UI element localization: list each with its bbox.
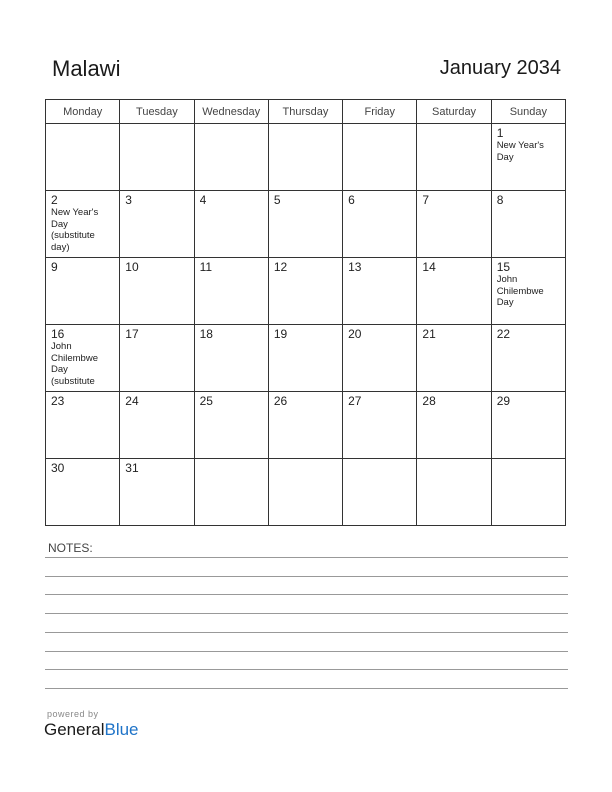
day-number: 29 xyxy=(496,394,511,408)
note-line xyxy=(45,669,568,670)
day-cell[interactable] xyxy=(268,392,342,459)
day-number: 19 xyxy=(273,327,288,341)
day-cell[interactable] xyxy=(491,459,565,526)
day-cell[interactable] xyxy=(194,459,268,526)
holiday-label: John Chilembwe Day (substitute xyxy=(51,341,98,387)
day-cell[interactable] xyxy=(46,459,120,526)
powered-by-text: powered by xyxy=(47,709,99,719)
day-cell[interactable] xyxy=(417,258,491,325)
note-line xyxy=(45,613,568,614)
day-number: 30 xyxy=(51,461,65,475)
day-cell[interactable] xyxy=(46,124,120,191)
note-line xyxy=(45,688,568,689)
day-number: 20 xyxy=(348,327,362,341)
holiday-label: John Chilembwe Day xyxy=(496,274,544,308)
day-number: 28 xyxy=(422,394,436,408)
weekday-sunday: Sunday xyxy=(491,100,565,124)
day-number: 13 xyxy=(348,260,362,274)
day-number: 23 xyxy=(51,394,65,408)
day-cell[interactable] xyxy=(417,392,491,459)
day-cell[interactable] xyxy=(120,191,194,258)
country-title: Malawi xyxy=(52,56,121,81)
day-cell[interactable] xyxy=(120,124,194,191)
day-number: 14 xyxy=(422,260,436,274)
calendar-body xyxy=(46,124,566,526)
day-number: 4 xyxy=(199,193,207,207)
day-cell[interactable] xyxy=(120,258,194,325)
week-row xyxy=(46,325,566,392)
holiday-label: New Year's Day xyxy=(496,140,544,163)
day-number: 27 xyxy=(348,394,362,408)
day-cell[interactable] xyxy=(417,459,491,526)
day-cell[interactable] xyxy=(491,258,565,325)
day-cell[interactable] xyxy=(194,124,268,191)
weekday-friday: Friday xyxy=(343,100,417,124)
weekday-wednesday: Wednesday xyxy=(194,100,268,124)
day-cell[interactable] xyxy=(268,258,342,325)
month-year-title: January 2034 xyxy=(439,57,561,79)
day-number: 18 xyxy=(199,327,213,341)
day-cell[interactable] xyxy=(120,392,194,459)
week-row xyxy=(46,124,566,191)
day-cell[interactable] xyxy=(343,459,417,526)
day-cell[interactable] xyxy=(417,325,491,392)
day-cell[interactable] xyxy=(194,258,268,325)
note-line xyxy=(45,632,568,633)
day-cell[interactable] xyxy=(268,124,342,191)
day-cell[interactable] xyxy=(343,392,417,459)
day-number: 5 xyxy=(273,193,281,207)
day-number: 26 xyxy=(273,394,288,408)
day-cell[interactable] xyxy=(268,459,342,526)
weekday-saturday: Saturday xyxy=(417,100,491,124)
day-cell[interactable] xyxy=(491,124,565,191)
day-number: 8 xyxy=(496,193,504,207)
calendar-grid xyxy=(45,99,566,526)
day-cell[interactable] xyxy=(268,191,342,258)
day-number: 21 xyxy=(422,327,436,341)
holiday-label: New Year's Day (substitute day) xyxy=(51,207,99,253)
brand-general: General xyxy=(44,720,105,739)
day-cell[interactable] xyxy=(343,258,417,325)
day-number: 31 xyxy=(125,461,139,475)
note-line xyxy=(45,576,568,577)
brand-blue: Blue xyxy=(104,720,139,739)
day-cell[interactable] xyxy=(417,191,491,258)
day-number: 6 xyxy=(348,193,355,207)
note-line xyxy=(45,651,568,652)
weekday-thursday: Thursday xyxy=(268,100,342,124)
day-number: 16 xyxy=(51,327,65,341)
day-cell[interactable] xyxy=(46,191,120,258)
week-row xyxy=(46,258,566,325)
notes-label: NOTES: xyxy=(48,541,93,555)
day-number: 7 xyxy=(422,193,430,207)
day-cell[interactable] xyxy=(194,392,268,459)
day-cell[interactable] xyxy=(491,392,565,459)
day-cell[interactable] xyxy=(120,325,194,392)
week-row xyxy=(46,392,566,459)
day-number: 10 xyxy=(125,260,139,274)
day-number: 25 xyxy=(199,394,213,408)
day-cell[interactable] xyxy=(491,191,565,258)
day-cell[interactable] xyxy=(194,325,268,392)
day-number: 1 xyxy=(496,126,504,140)
day-cell[interactable] xyxy=(343,325,417,392)
weekday-header-row xyxy=(46,100,566,124)
day-number: 24 xyxy=(125,394,139,408)
day-cell[interactable] xyxy=(268,325,342,392)
day-cell[interactable] xyxy=(343,191,417,258)
day-cell[interactable] xyxy=(343,124,417,191)
weekday-monday: Monday xyxy=(46,100,120,124)
note-line xyxy=(45,557,568,558)
note-line xyxy=(45,594,568,595)
day-number: 2 xyxy=(51,193,58,207)
day-cell[interactable] xyxy=(46,258,120,325)
day-cell[interactable] xyxy=(120,459,194,526)
weekday-tuesday: Tuesday xyxy=(120,100,194,124)
week-row xyxy=(46,459,566,526)
day-number: 9 xyxy=(51,260,58,274)
day-cell[interactable] xyxy=(46,325,120,392)
day-number: 17 xyxy=(125,327,139,341)
day-number: 15 xyxy=(496,260,511,274)
day-cell[interactable] xyxy=(491,325,565,392)
day-number: 12 xyxy=(273,260,288,274)
week-row xyxy=(46,191,566,258)
day-number: 3 xyxy=(125,193,132,207)
day-number: 11 xyxy=(199,260,213,274)
day-cell[interactable] xyxy=(417,124,491,191)
day-cell[interactable] xyxy=(194,191,268,258)
day-number: 22 xyxy=(496,327,511,341)
brand-logo[interactable] xyxy=(44,720,139,740)
day-cell[interactable] xyxy=(46,392,120,459)
